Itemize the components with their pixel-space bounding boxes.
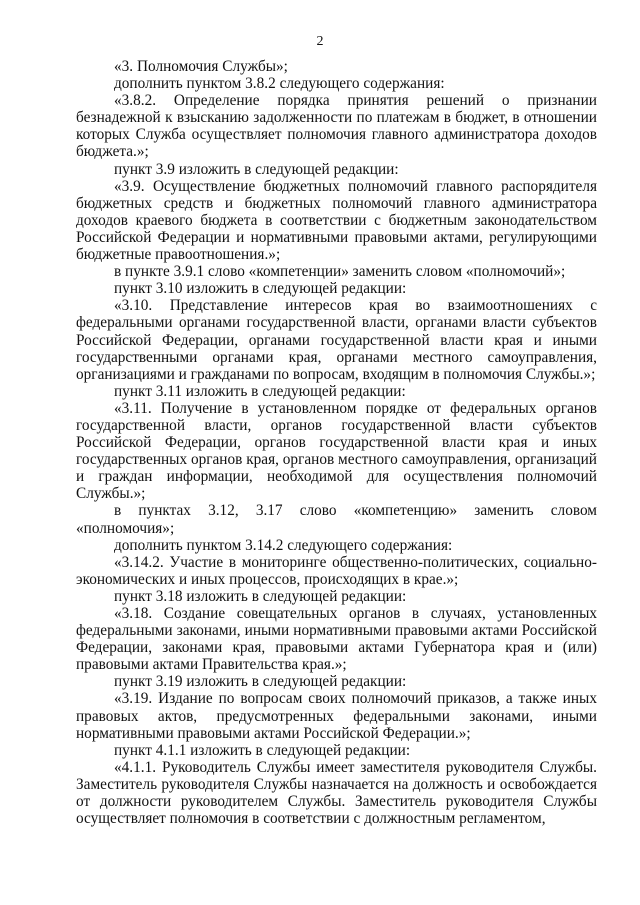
paragraph-section-3-title: «3. Полномочия Службы»; (114, 58, 288, 75)
paragraph-3-9-text: «3.9. Осуществление бюджетных полномочий главного распорядителя бюджетных средств и бюджетных полномочий главного администратора доходов краевого бюджета в соответствии с бюджетным законодательством Российской Федерации и нормативными правовыми актами, регулирующими бюджетные правоотношения.»; (76, 177, 597, 264)
paragraph-add-3-8-2: дополнить пунктом 3.8.2 следующего содержания: (114, 75, 445, 93)
paragraph-3-11-intro: пункт 3.11 изложить в следующей редакции: (114, 382, 406, 400)
paragraph-3-19-intro: пункт 3.19 изложить в следующей редакции: (114, 673, 407, 691)
paragraph-3-18-intro: пункт 3.18 изложить в следующей редакции: (114, 587, 407, 605)
document-body (76, 58, 597, 827)
paragraph-3-10-intro: пункт 3.10 изложить в следующей редакции: (114, 280, 407, 298)
paragraph-3-8-2-text: «3.8.2. Определение порядка принятия решений о признании безнадежной к взысканию задолженности по платежам в бюджет, в отношении которых Служба осуществляет полномочия главного администратора доходов бюджета.»; (76, 92, 597, 161)
paragraph-3-11-text: «3.11. Получение в установленном порядке от федеральных органов государственной власти, органов государственной власти субъектов Российской Федерации, органов государственной власти края и иных государственных органов края, органов местного самоуправления, организаций и граждан информации, необходимой для осуществления полномочий Службы.»; (76, 399, 597, 503)
paragraph-3-10-text: «3.10. Представление интересов края во взаимоотношениях с федеральными органами государственной власти, органами власти субъектов Российской Федерации, органами государственной власти края и иными государственными органами края, органами местного самоуправления, организациями и гражданами по вопросам, входящим в полномочия Службы.»; (76, 297, 597, 383)
paragraph-3-12-3-17-replace: в пунктах 3.12, 3.17 слово «компетенцию» заменить словом «полномочия»; (76, 502, 597, 537)
page-number: 2 (316, 34, 324, 49)
paragraph-3-19-text: «3.19. Издание по вопросам своих полномочий приказов, а также иных правовых актов, предусмотренных федеральными законами, иными нормативными правовыми актами Российской Федерации.»; (76, 690, 597, 742)
paragraph-3-14-2-text: «3.14.2. Участие в мониторинге общественно-политических, социально-экономических и иных процессов, происходящих в крае.»; (76, 553, 597, 588)
paragraph-4-1-1-intro: пункт 4.1.1 изложить в следующей редакции: (114, 741, 411, 759)
paragraph-3-9-intro: пункт 3.9 изложить в следующей редакции: (114, 160, 399, 178)
paragraph-add-3-14-2: дополнить пунктом 3.14.2 следующего содержания: (114, 536, 453, 554)
paragraph-3-18-text: «3.18. Создание совещательных органов в случаях, установленных федеральными законами, иными нормативными правовыми актами Российской Федерации, законами края, правовыми актами Губернатора края и (или) правовыми актами Правительства края.»; (76, 605, 597, 674)
paragraph-3-9-1-replace: в пункте 3.9.1 слово «компетенции» заменить словом «полномочий»; (114, 263, 566, 281)
paragraph-4-1-1-text: «4.1.1. Руководитель Службы имеет заместителя руководителя Службы. Заместитель руководителя Службы назначается на должность и освобождается от должности руководителем Службы. Заместитель руководителя Службы осуществляет полномочия в соответствии с должностным регламентом, (76, 758, 597, 828)
